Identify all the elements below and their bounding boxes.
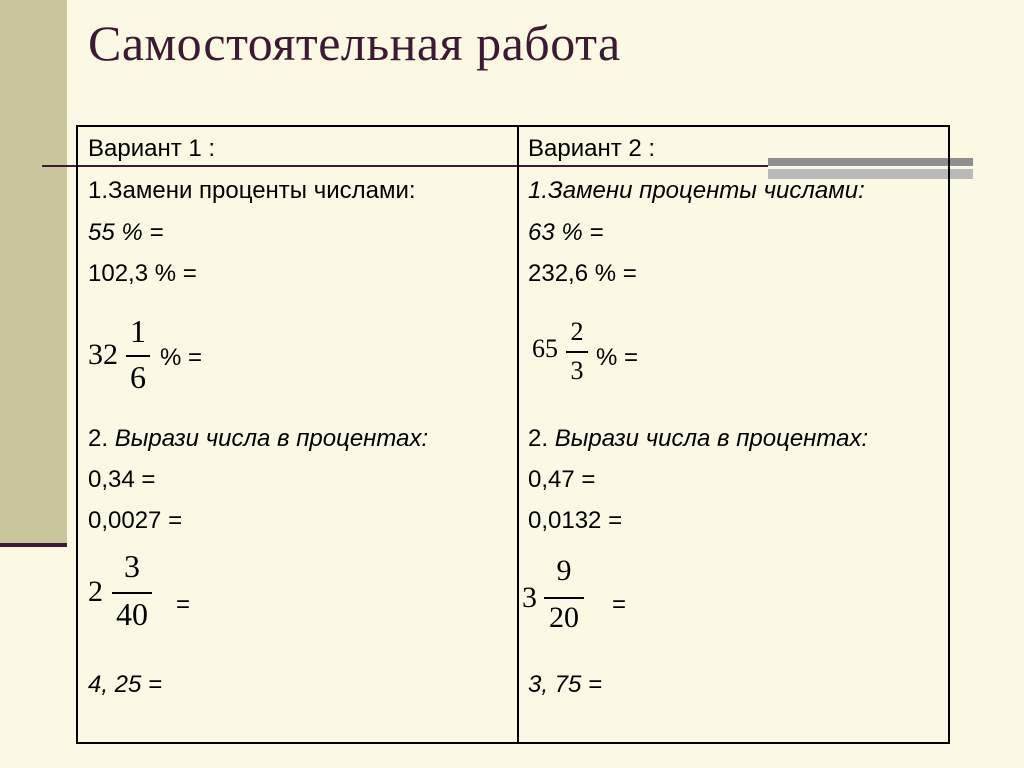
variant-2-header: Вариант 2 : (528, 135, 656, 162)
variant-1-percent-2: 102,3 % = (88, 260, 197, 287)
variant-2-percent-1: 63 % = (528, 219, 604, 246)
variant-2-task2 (528, 425, 868, 453)
fraction-numerator: 9 (556, 554, 572, 587)
side-decoration-underline (0, 543, 67, 547)
fraction-suffix: % = (160, 344, 203, 371)
page-title: Самостоятельная работа (88, 15, 621, 71)
variant-2-decimal-3: 3, 75 = (528, 671, 603, 698)
variant-1-decimal-2: 0,0027 = (88, 507, 183, 534)
variant-2-mixed-fraction-2 (522, 554, 728, 649)
fraction-bar (112, 592, 152, 594)
fraction-bar (126, 355, 150, 357)
side-decoration-strip (0, 0, 67, 546)
task2-text: Вырази числа в процентах: (114, 425, 429, 452)
fraction-whole: 32 (88, 338, 118, 371)
task2-number: 2. (528, 425, 549, 452)
variant-1-decimal-3: 4, 25 = (88, 671, 163, 698)
variant-2-decimal-1: 0,47 = (528, 466, 596, 493)
variant-2-decimal-2: 0,0132 = (528, 507, 623, 534)
fraction-denominator: 6 (130, 359, 146, 395)
fraction-denominator: 3 (570, 356, 584, 385)
fraction-numerator: 2 (570, 317, 584, 346)
task2-number: 2. (88, 425, 109, 452)
task2-text: Вырази числа в процентах: (554, 425, 869, 452)
fraction-denominator: 20 (549, 601, 579, 634)
variant-1-mixed-fraction-2 (88, 548, 288, 643)
fraction-whole: 2 (88, 575, 103, 608)
column-divider (517, 127, 519, 742)
fraction-denominator: 40 (116, 596, 148, 632)
variant-1-task2 (88, 425, 428, 453)
variant-1-header: Вариант 1 : (88, 135, 216, 162)
variant-2-percent-2: 232,6 % = (528, 260, 637, 287)
variant-1-decimal-1: 0,34 = (88, 466, 156, 493)
variant-2-column (522, 127, 943, 742)
fraction-numerator: 1 (130, 313, 146, 349)
fraction-suffix: = (612, 591, 627, 618)
variant-1-mixed-fraction-1 (88, 315, 288, 405)
fraction-suffix: = (176, 591, 191, 618)
variant-1-percent-1: 55 % = (88, 219, 164, 246)
variant-1-task1: 1.Замени проценты числами: (88, 177, 416, 204)
fraction-numerator: 3 (124, 548, 140, 584)
variant-2-task1: 1.Замени проценты числами: (528, 177, 865, 204)
fraction-bar (544, 597, 584, 599)
fraction-bar (566, 351, 588, 353)
variant-2-mixed-fraction-1 (528, 316, 728, 406)
fraction-whole: 65 (532, 334, 558, 363)
variant-1-column (88, 127, 508, 742)
variants-table (76, 125, 950, 744)
fraction-suffix: % = (596, 344, 639, 371)
fraction-whole: 3 (522, 581, 537, 614)
